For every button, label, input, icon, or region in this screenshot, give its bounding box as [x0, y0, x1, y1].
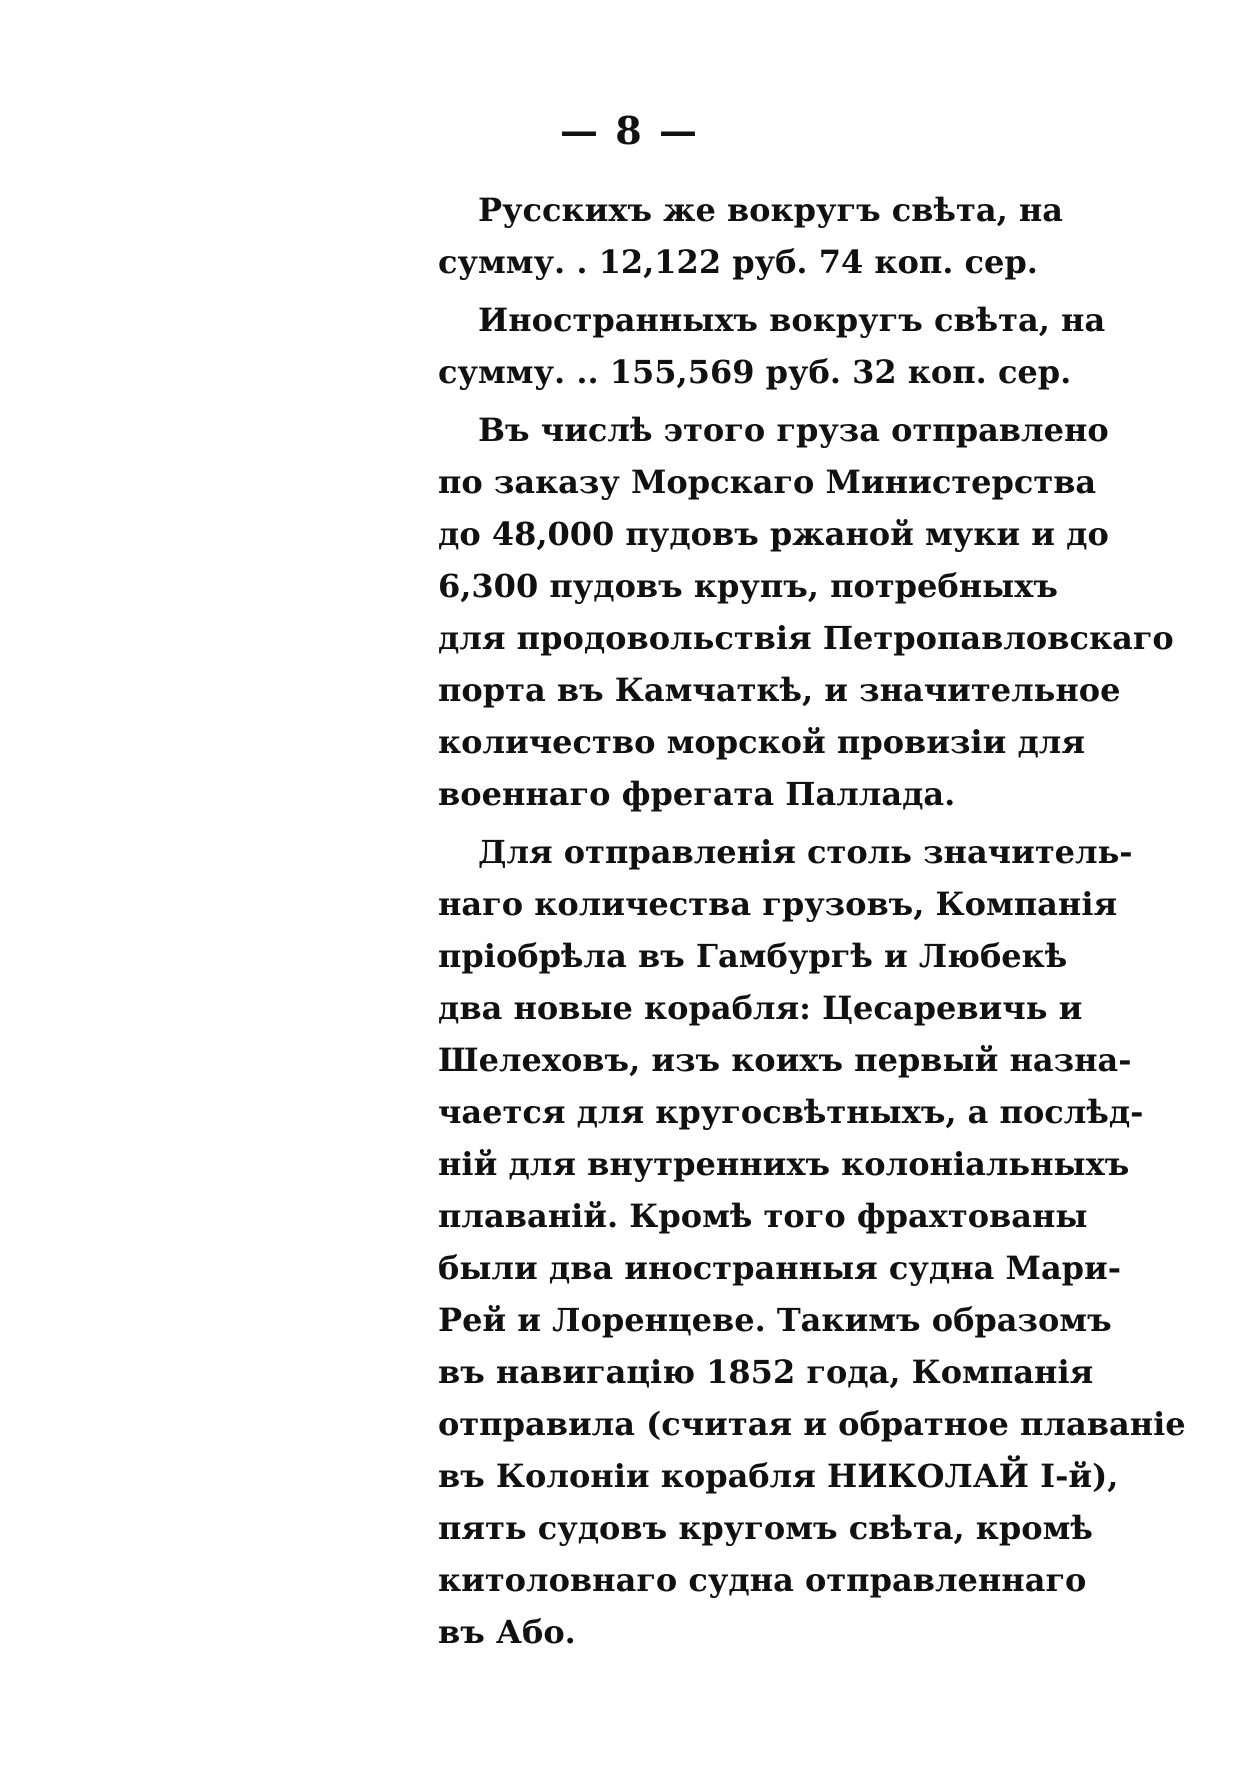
- text-line: въ навигацію 1852 года, Компанія: [438, 1353, 1094, 1391]
- text-line: Въ числѣ этого груза отправлено: [478, 411, 1109, 449]
- text-line: для продовольствія Петропавловскаго: [438, 619, 1174, 657]
- text-line: до 48,000 пудовъ ржаной муки и до: [438, 515, 1109, 553]
- text-line: сумму. .. 155,569 руб. 32 коп. сер.: [438, 353, 1072, 391]
- text-line: въ Колоніи корабля НИКОЛАЙ I-й),: [438, 1457, 1119, 1495]
- paragraph: [438, 404, 1174, 820]
- paragraph: [438, 294, 1106, 398]
- text-line: пріобрѣла въ Гамбургѣ и Любекѣ: [438, 937, 1068, 975]
- text-line: Русскихъ же вокругъ свѣта, на: [478, 191, 1063, 229]
- paragraph: [438, 184, 1063, 288]
- text-line: ній для внутреннихъ колоніальныхъ: [438, 1145, 1130, 1183]
- text-line: чается для кругосвѣтныхъ, а послѣд-: [438, 1093, 1144, 1131]
- text-line: Шелеховъ, изъ коихъ первый назна-: [438, 1041, 1132, 1079]
- text-line: были два иностранныя судна Мари-: [438, 1249, 1122, 1287]
- text-line: 6,300 пудовъ крупъ, потребныхъ: [438, 567, 1058, 605]
- text-line: пять судовъ кругомъ свѣта, кромѣ: [438, 1509, 1093, 1547]
- page-number: — 8 —: [560, 108, 699, 153]
- text-line: по заказу Морскаго Министерства: [438, 463, 1097, 501]
- text-line: Рей и Лоренцеве. Такимъ образомъ: [438, 1301, 1112, 1339]
- text-line: плаваній. Кромѣ того фрахтованы: [438, 1197, 1088, 1235]
- text-line: отправила (считая и обратное плаваніе: [438, 1405, 1186, 1443]
- paragraph: [438, 826, 1186, 1658]
- body-text: [438, 184, 1186, 1658]
- text-line: военнаго фрегата Паллада.: [438, 775, 956, 813]
- text-line: Для отправленія столь значитель-: [478, 833, 1133, 871]
- text-line: сумму. . 12,122 руб. 74 коп. сер.: [438, 243, 1038, 281]
- text-line: въ Або.: [438, 1613, 576, 1651]
- text-line: китоловнаго судна отправленнаго: [438, 1561, 1087, 1599]
- text-line: количество морской провизіи для: [438, 723, 1085, 761]
- text-line: Иностранныхъ вокругъ свѣта, на: [478, 301, 1106, 339]
- text-line: порта въ Камчаткѣ, и значительное: [438, 671, 1121, 709]
- text-line: наго количества грузовъ, Компанія: [438, 885, 1118, 923]
- text-line: два новые корабля: Цесаревичь и: [438, 989, 1083, 1027]
